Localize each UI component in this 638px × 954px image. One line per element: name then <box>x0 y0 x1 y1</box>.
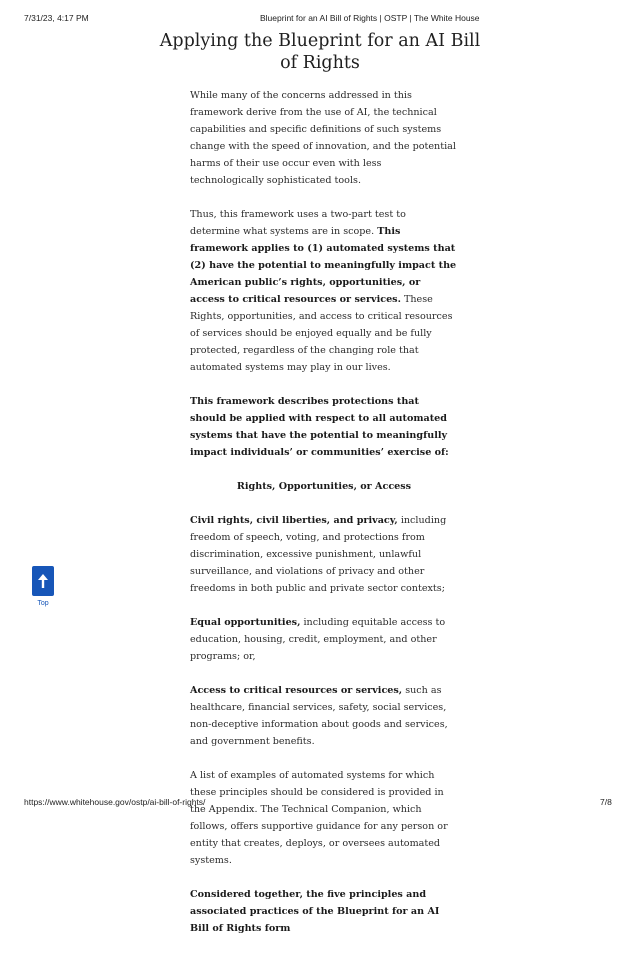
paragraph-text: While many of the concerns addressed in this framework derive from the use of AI, the technical capabilities and specific definitions of such systems change with the speed of innovation, and the potential harms of their use occur even with less technologically sophisticated tools. <box>190 90 456 186</box>
paragraph-considered-together <box>190 886 458 937</box>
print-url: https://www.whitehouse.gov/ostp/ai-bill-of-rights/ <box>24 797 206 807</box>
list-item-title: Equal opportunities, <box>190 617 301 628</box>
list-item-title: Access to critical resources or services, <box>190 685 403 696</box>
list-item-equal-opportunities <box>190 614 458 665</box>
paragraph-text: These Rights, opportunities, and access to critical resources of services should be enjoyed equally and be fully protected, regardless of the changing role that automated systems may play in our lives. <box>190 294 453 373</box>
print-header <box>0 13 638 25</box>
paragraph-bold-text: This framework applies to (1) automated systems that (2) have the potential to meaningfully impact the American public’s rights, opportunities, or access to critical resources or services. <box>190 226 457 305</box>
paragraph-two-part-test <box>190 206 458 376</box>
arrow-up-icon <box>37 573 49 589</box>
paragraph-appendix <box>190 767 458 869</box>
print-page-title: Blueprint for an AI Bill of Rights | OSTP | The White House <box>260 13 480 23</box>
section-title-line1: Applying the Blueprint for an AI Bill <box>159 31 481 51</box>
subheading-text: Rights, Opportunities, or Access <box>236 481 412 492</box>
paragraph-bold-text: This framework describes protections that should be applied with respect to all automated systems that have the potential to meaningfully impact individuals’ or communities’ exercise of: <box>190 396 449 458</box>
paragraph-text: Thus, this framework uses a two-part test to determine what systems are in scope. <box>190 209 406 237</box>
section-title <box>150 30 490 74</box>
list-item-text: including freedom of speech, voting, and protections from discrimination, excessive punishment, unlawful surveillance, and violations of privacy and other freedoms in both public and private sector contexts; <box>190 515 447 594</box>
section-title-line2: of Rights <box>280 53 360 73</box>
paragraph-protections <box>190 393 458 461</box>
list-item-text: such as healthcare, financial services, safety, social services, non-deceptive information about goods and services, and government benefits. <box>190 685 448 747</box>
back-to-top-label[interactable]: Top <box>37 600 49 607</box>
list-item-title: Civil rights, civil liberties, and privacy, <box>190 515 398 526</box>
back-to-top-button[interactable] <box>32 566 54 596</box>
paragraph-bold-text: Considered together, the five principles and associated practices of the Blueprint for an AI Bill of Rights form <box>190 889 440 934</box>
print-page-number: 7/8 <box>600 797 612 807</box>
list-item-civil-rights <box>190 512 458 597</box>
list-item-access <box>190 682 458 750</box>
subheading <box>190 478 458 495</box>
article-body <box>190 87 458 954</box>
print-datetime: 7/31/23, 4:17 PM <box>24 13 89 23</box>
paragraph-scope-intro <box>190 87 458 189</box>
list-item-text: including equitable access to education, housing, credit, employment, and other programs; or, <box>190 617 446 662</box>
paragraph-text: A list of examples of automated systems for which these principles should be considered is provided in the Appendix. The Technical Companion, which follows, offers supportive guidance for any person or entity that creates, deploys, or oversees automated systems. <box>190 770 448 866</box>
